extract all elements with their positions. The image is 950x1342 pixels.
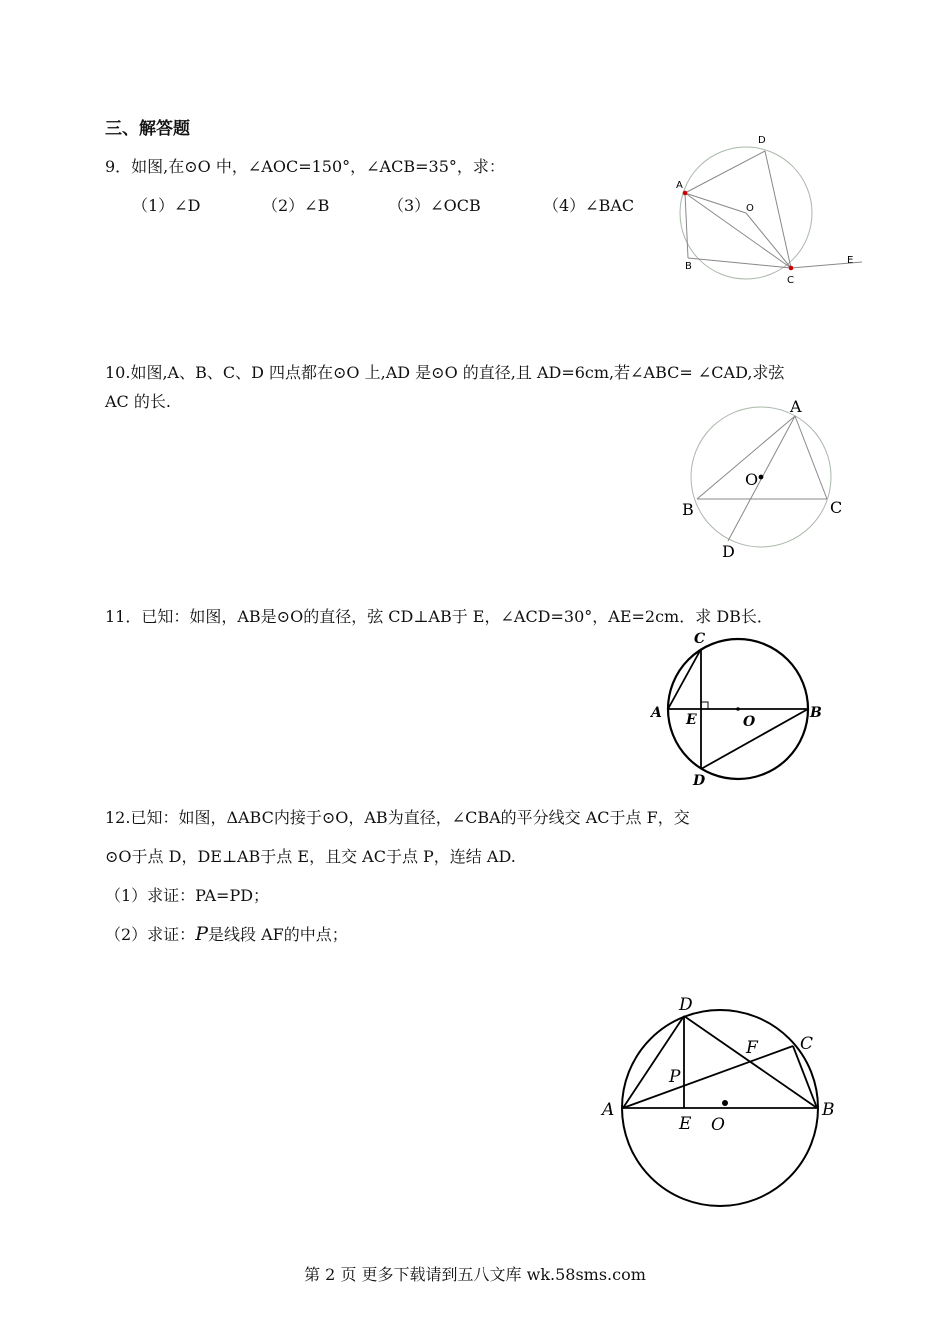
q9-line-ac [685, 193, 791, 268]
q9-figure [660, 125, 870, 300]
q12-label-e: E [679, 1114, 692, 1134]
q9-part-4: （4）∠BAC [543, 196, 635, 215]
q11-figure [645, 625, 835, 795]
q9-line-ab [685, 193, 688, 258]
q11-label-a: A [651, 705, 662, 721]
q11-label-b: B [810, 705, 822, 721]
q9-line-ao [685, 193, 746, 213]
q12-point-o [722, 1100, 728, 1106]
q12-line-ac [623, 1046, 793, 1108]
q10-point-o [759, 475, 764, 480]
q12-label-f: F [746, 1038, 758, 1058]
q11-label-d: D [693, 773, 706, 789]
q9-label-a: A [676, 180, 683, 191]
q10-label-d: D [722, 542, 735, 561]
q9-part-2: （2）∠B [262, 196, 330, 215]
q9-point-c [789, 266, 794, 271]
q12-label-c: C [800, 1034, 814, 1054]
q12-part-2-suffix: 是线段 AF的中点； [207, 925, 348, 944]
q11-point-o [736, 707, 740, 711]
q9-point-a [683, 191, 688, 196]
q10-label-o: O [745, 470, 759, 489]
page-footer: 第 2 页 更多下载请到五八文库 wk.58sms.com [304, 1265, 646, 1284]
q9-part-1: （1）∠D [132, 196, 201, 215]
q10-figure [670, 395, 860, 565]
q9-label-b: B [685, 261, 692, 272]
q9-text: 9．如图,在⊙O 中，∠AOC=150°，∠ACB=35°，求： [105, 157, 505, 176]
q10-text-line1: 10.如图,A、B、C、D 四点都在⊙O 上,AD 是⊙O 的直径,且 AD=6cm,若∠ABC= ∠CAD,求弦 [105, 363, 785, 382]
q12-label-p: P [669, 1067, 681, 1087]
q10-text-line2: AC 的长. [105, 392, 171, 411]
q12-part-2 [105, 922, 348, 945]
q10-label-a: A [790, 397, 802, 416]
q9-label-e: E [847, 255, 854, 266]
q9-line-ad [685, 151, 765, 193]
q12-label-o: O [711, 1115, 725, 1135]
q11-label-e: E [686, 712, 697, 728]
q12-text-line1: 12.已知：如图，ΔABC内接于⊙O，AB为直径，∠CBA的平分线交 AC于点 F，交 [105, 808, 690, 827]
q11-label-o: O [743, 714, 756, 730]
q10-label-b: B [682, 500, 694, 519]
q12-text-line2: ⊙O于点 D，DE⊥AB于点 E，且交 AC于点 P，连结 AD. [105, 847, 516, 866]
q9-line-dc [765, 151, 791, 268]
q11-text: 11．已知：如图，AB是⊙O的直径，弦 CD⊥AB于 E，∠ACD=30°，AE=2cm．求 DB长． [105, 607, 773, 626]
q10-label-c: C [830, 498, 843, 517]
q11-label-c: C [694, 631, 706, 647]
q12-part-2-prefix: （2）求证： [105, 925, 196, 944]
q9-label-c: C [787, 275, 794, 286]
q12-label-b: B [822, 1100, 835, 1120]
q12-part-1: （1）求证：PA=PD； [105, 886, 270, 905]
q9-label-d: D [758, 135, 766, 146]
q12-label-d: D [679, 995, 693, 1015]
q9-part-3: （3）∠OCB [388, 196, 481, 215]
q9-label-o: O [746, 203, 754, 214]
q11-right-angle-mark [701, 702, 708, 709]
q12-line-ad [623, 1016, 684, 1108]
q11-line-ac [668, 649, 701, 709]
q12-label-a: A [602, 1100, 615, 1120]
q12-figure [595, 985, 845, 1215]
q12-part-2-var: P [195, 923, 208, 945]
section-title: 三、解答题 [105, 119, 190, 139]
